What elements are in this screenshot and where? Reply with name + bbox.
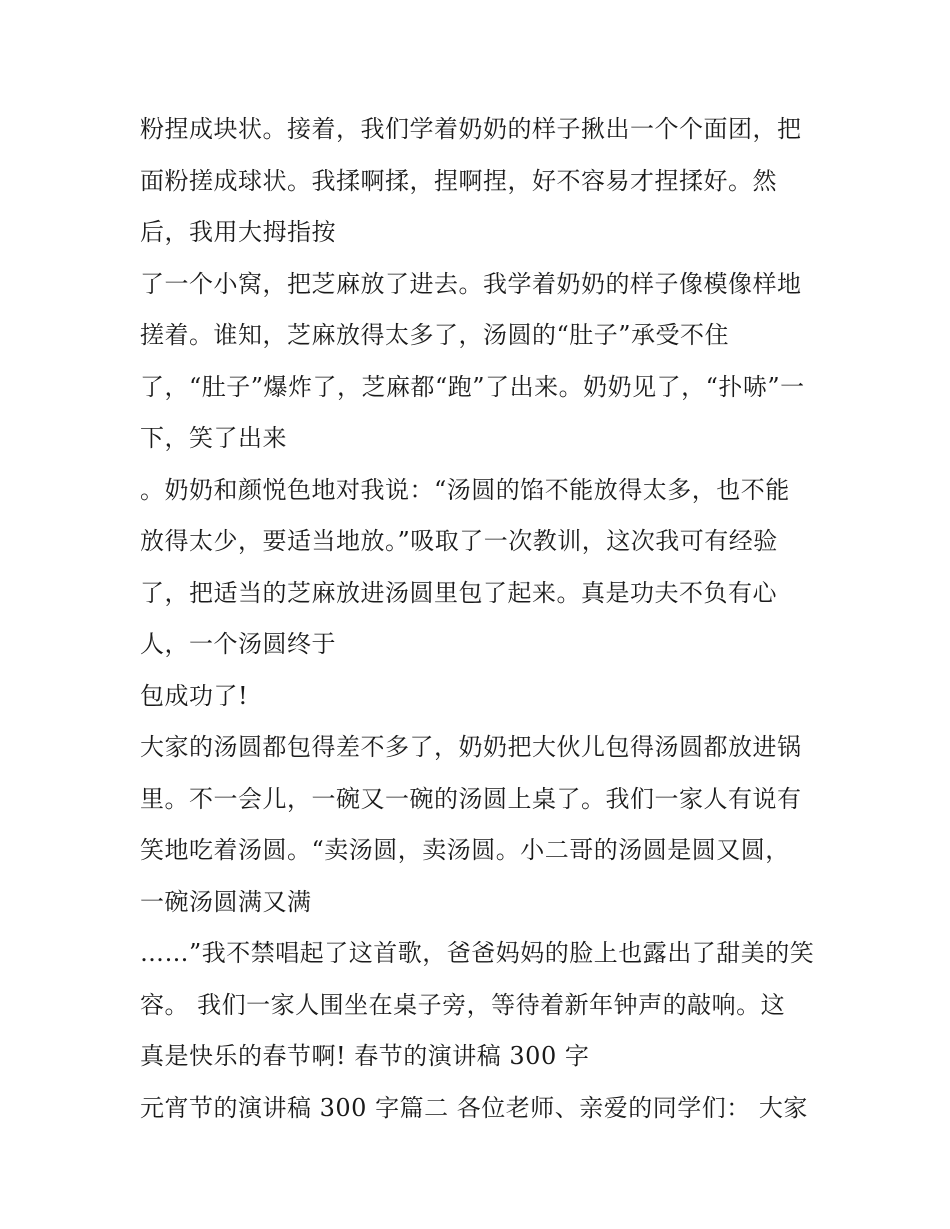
text-line: 了，“肚子”爆炸了，芝麻都“跑”了出来。奶奶见了，“扑哧”一 — [140, 372, 805, 401]
text-line: 了一个小窝，把芝麻放了进去。我学着奶奶的样子像模像样地 — [140, 269, 802, 298]
text-line: 容。 我们一家人围坐在桌子旁，等待着新年钟声的敲响。这 — [140, 990, 786, 1019]
text-line: 了，把适当的芝麻放进汤圆里包了起来。真是功夫不负有心 — [140, 578, 777, 607]
text-line: 下，笑了出来 — [140, 424, 287, 452]
text-line: 。奶奶和颜悦色地对我说：“汤圆的馅不能放得太多，也不能 — [140, 475, 790, 504]
text-line: 一碗汤圆满又满 — [140, 887, 312, 916]
text-line: 后，我用大拇指按 — [140, 218, 336, 246]
text-line: 放得太少，要适当地放。”吸取了一次教训，这次我可有经验 — [140, 527, 778, 555]
text-line: 真是快乐的春节啊! 春节的演讲稿 300 字 — [140, 1042, 590, 1070]
text-line: 包成功了! — [140, 681, 249, 710]
body-text — [140, 104, 830, 1134]
text-line: 人，一个汤圆终于 — [140, 630, 336, 658]
text-line: 搓着。谁知，芝麻放得太多了，汤圆的“肚子”承受不住 — [140, 321, 730, 349]
text-line: 面粉搓成球状。我揉啊揉，捏啊捏，好不容易才捏揉好。然 — [140, 166, 777, 195]
text-line: 笑地吃着汤圆。“卖汤圆，卖汤圆。小二哥的汤圆是圆又圆， — [140, 836, 790, 864]
text-line: 里。不一会儿，一碗又一碗的汤圆上桌了。我们一家人有说有 — [140, 784, 802, 813]
text-line: 大家的汤圆都包得差不多了，奶奶把大伙儿包得汤圆都放进锅 — [140, 733, 802, 761]
text-line: 粉捏成块状。接着，我们学着奶奶的样子揪出一个个面团，把 — [140, 115, 802, 143]
text-line: ……”我不禁唱起了这首歌，爸爸妈妈的脸上也露出了甜美的笑 — [140, 939, 815, 967]
text-line: 元宵节的演讲稿 300 字篇二 各位老师、亲爱的同学们： 大家 — [140, 1093, 808, 1122]
